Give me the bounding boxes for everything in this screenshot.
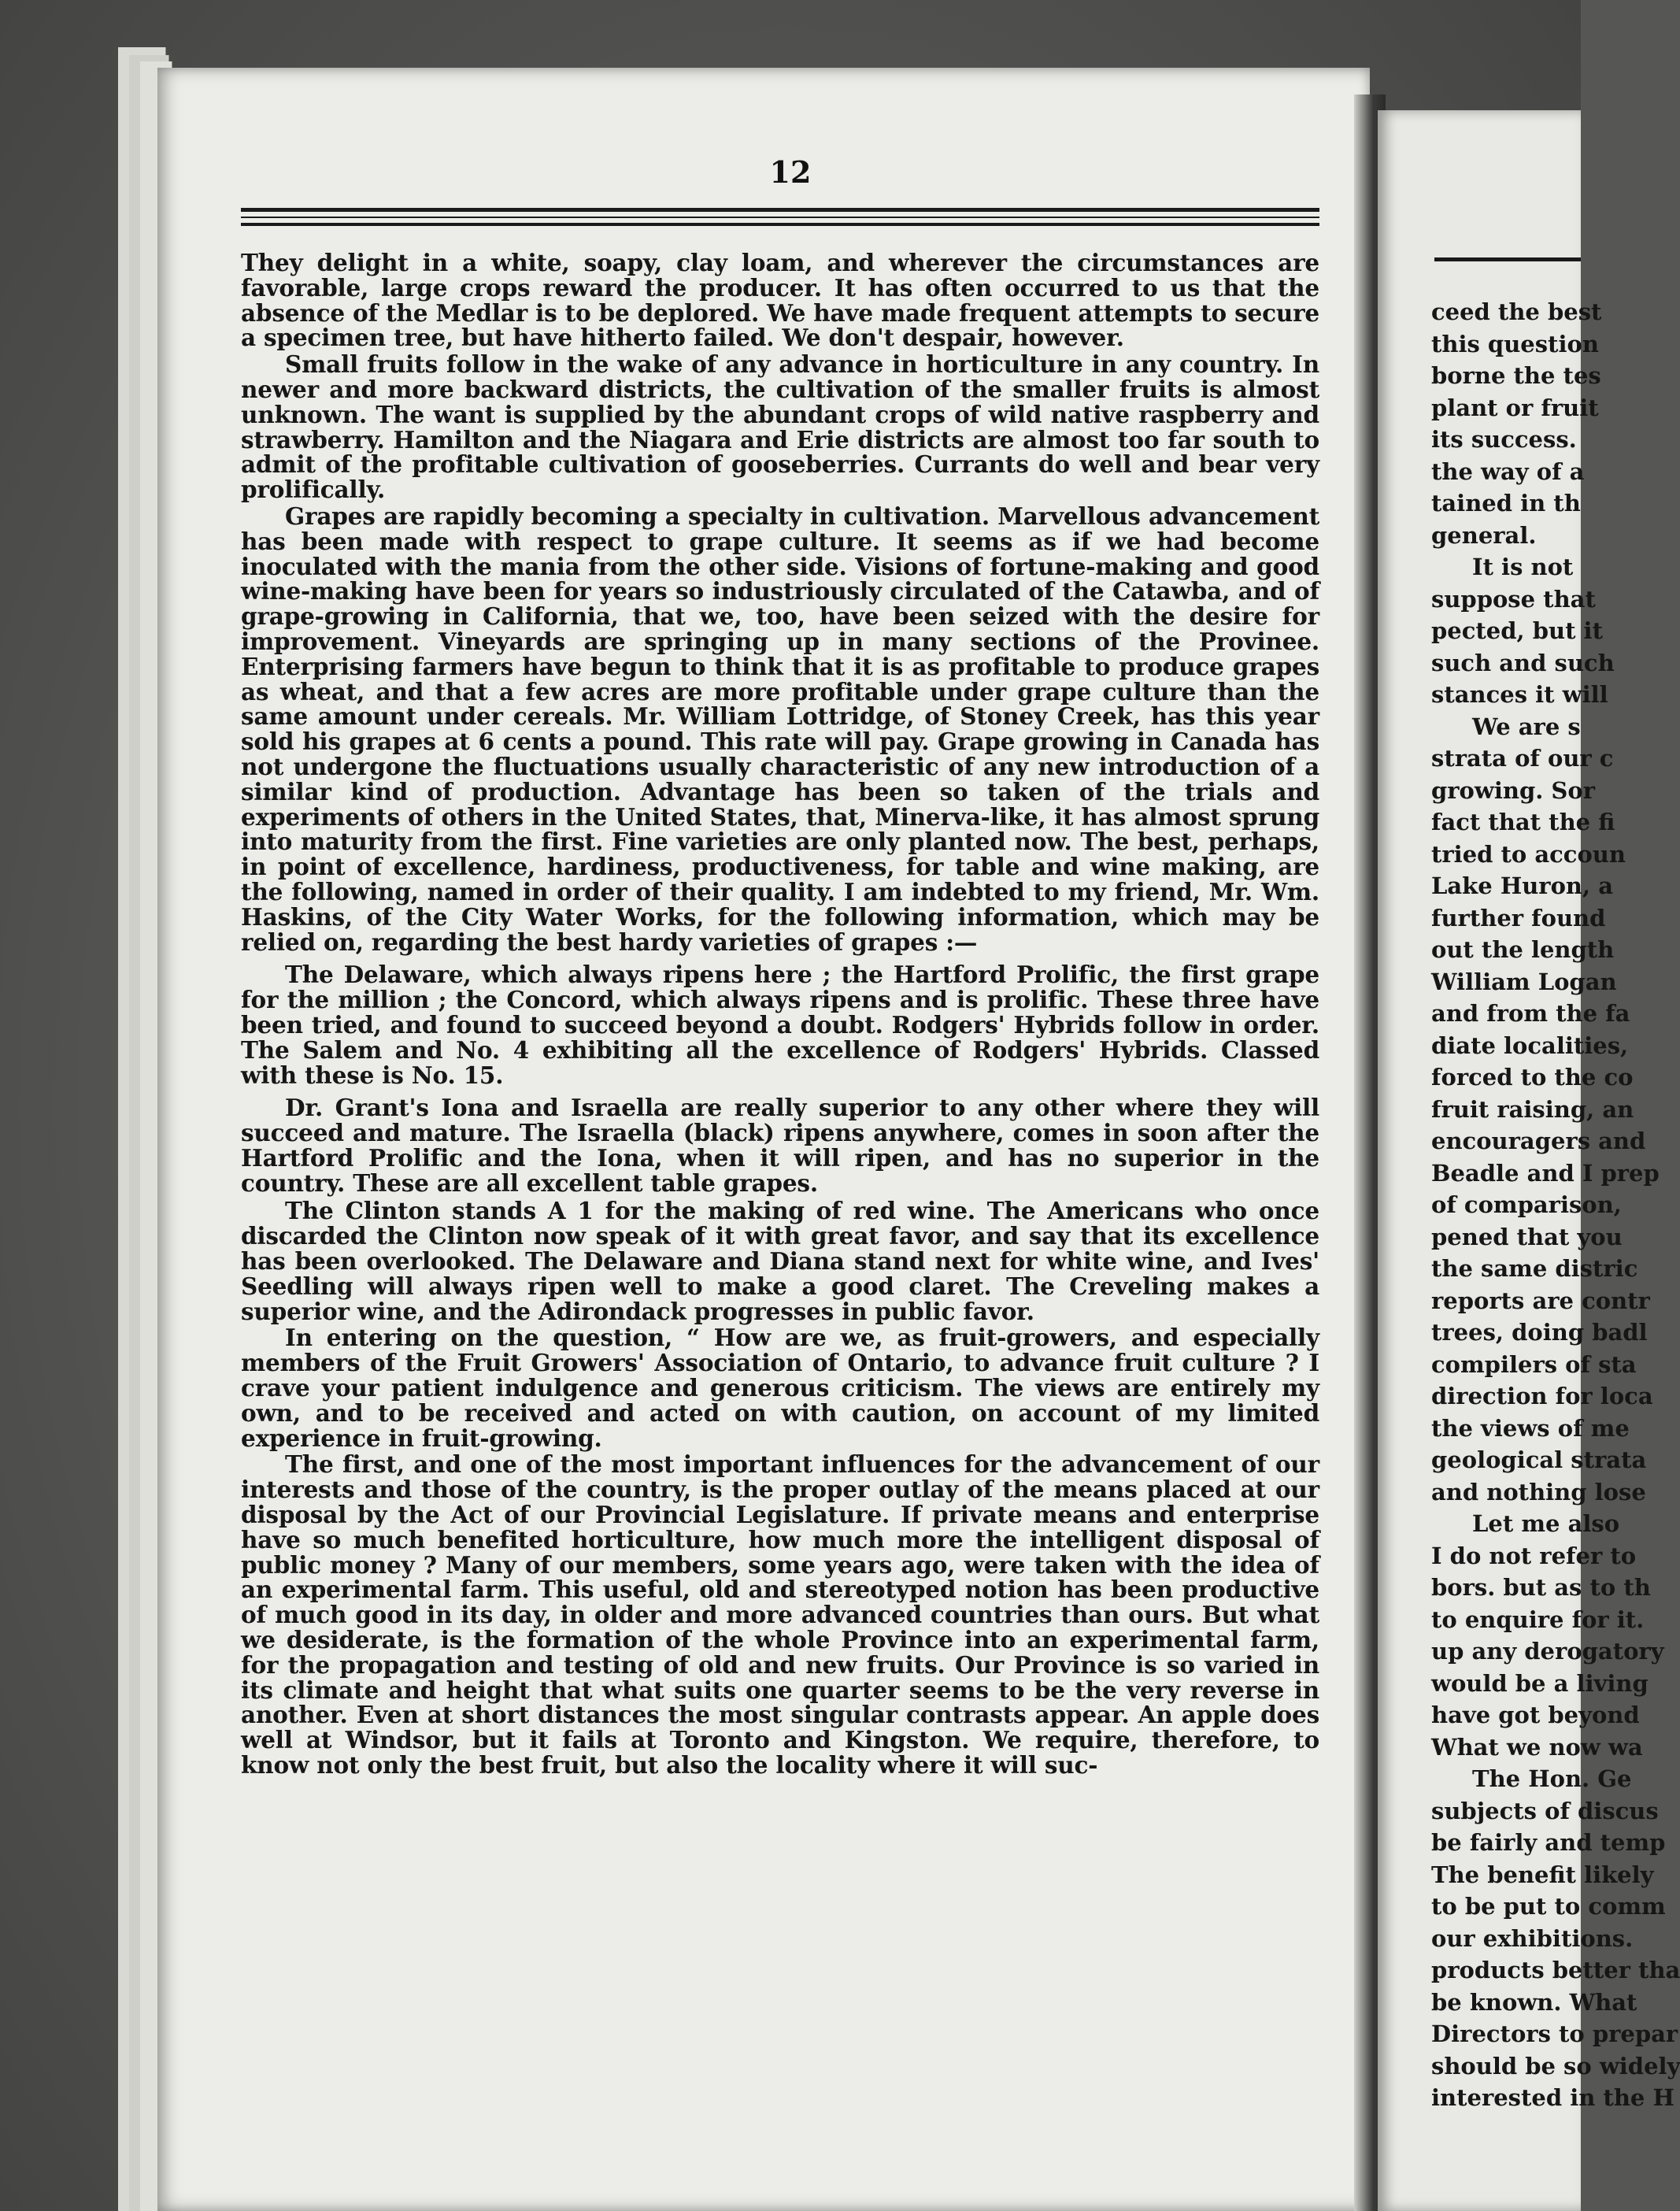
right-page-line: fruit raising, an <box>1431 1095 1634 1123</box>
paragraph: Dr. Grant's Iona and Israella are really superior to any other where they will succeed and mature. The Israella (black) ripens anywhere, comes in soon after the Hartford Prolific and the Iona, when it will ripen, and has no superior in the country. These are all excellent table grapes. <box>241 1094 1319 1197</box>
right-page-line: ceed the best <box>1431 298 1602 325</box>
paragraph: They delight in a white, soapy, clay loam, and wherever the circumstances are favorable, large crops reward the producer. It has often occurred to us that the absence of the Medlar is to be deplored. We have made frequent attempts to secure a specimen tree, but have hitherto failed. We don't despair, however. <box>241 249 1319 352</box>
right-page-line: We are s <box>1472 713 1581 740</box>
right-page-line: The Hon. Ge <box>1472 1765 1632 1792</box>
right-page-line: What we now wa <box>1431 1733 1643 1761</box>
right-page-line: to enquire for it. <box>1431 1605 1645 1633</box>
paragraph: The Clinton stands A 1 for the making of red wine. The Americans who once discarded the Clinton now speak of it with great favor, and say that its excellence has been overlooked. The Delaware and Diana stand next for white wine, and Ives' Seedling will always ripen well to make a good claret. The Creveling makes a superior wine, and the Adirondack progresses in public favor. <box>241 1197 1319 1325</box>
right-page-line: should be so widely <box>1431 2052 1680 2080</box>
right-page-line: strata of our c <box>1431 745 1614 772</box>
paragraph: Small fruits follow in the wake of any advance in horticulture in any country. In newer and more backward districts, the cultivation of the smaller fruits is almost unknown. The want is supplied by the abundant crops of wild native raspberry and strawberry. Hamilton and the Niagara and Erie districts are almost too far south to admit of the profitable cultivation of gooseberries. Currants do well and bear very prolifically. <box>241 350 1319 504</box>
right-page-line: our exhibitions. <box>1431 1924 1634 1952</box>
right-page-line: and from the fa <box>1431 1000 1630 1027</box>
right-page-line: the views of me <box>1431 1414 1630 1442</box>
right-page-line: reports are contr <box>1431 1287 1650 1314</box>
right-page-line: It is not <box>1472 554 1574 580</box>
right-page-line: Lake Huron, a <box>1431 872 1613 899</box>
right-page-line: Beadle and I prep <box>1431 1159 1660 1187</box>
right-page-line: the way of a <box>1431 457 1585 485</box>
right-page-line: suppose that <box>1431 585 1596 613</box>
right-page-line: have got beyond <box>1431 1702 1640 1728</box>
paragraph: Grapes are rapidly becoming a specialty in cultivation. Marvellous advancement has been made with respect to grape culture. It seems as if we had become inoculated with the mania from the other side. Visions of fortune-making and good wine-making have been for years so industriously circulated of the Catawba, and of grape-growing in California, that we, too, have been seized with the desire for improvement. Vineyards are springing up in many sections of the Provinee. Enterprising farmers have begun to think that it is as profitable to produce grapes as wheat, and that a few acres are more profitable under grape culture than the same amount under cereals. Mr. William Lottridge, of Stoney Creek, has this year sold his grapes at 6 cents a pound. This rate will pay. Grape growing in Canada has not undergone the fluctuations usually characteristic of any new introduction of a similar kind of production. Advantage has been so taken of the trials and experiments of others in the United States, that, Minerva-like, it has almost sprung into maturity from the first. Fine varieties are only planted now. The best, perhaps, in point of excellence, hardiness, productiveness, for table and wine making, are the following, named in order of their quality. I am indebted to my friend, Mr. Wm. Haskins, of the City Water Works, for the following information, which may be relied on, regarding the best hardy varieties of grapes :— <box>241 502 1319 956</box>
right-page-rule <box>1434 257 1581 261</box>
right-page-line: would be a living <box>1431 1669 1649 1697</box>
right-page-line: geological strata <box>1431 1446 1647 1473</box>
right-page-line: pened that you <box>1431 1223 1623 1250</box>
right-page-line: plant or fruit <box>1431 394 1599 421</box>
paragraph: The Delaware, which always ripens here ; the Hartford Prolific, the first grape for the million ; the Concord, which always ripens and is prolific. These three have been tried, and found to succeed beyond a doubt. Rodgers' Hybrids follow in order. The Salem and No. 4 exhibiting all the excellence of Rodgers' Hybrids. Classed with these is No. 15. <box>241 961 1319 1089</box>
header-rule-thick <box>241 223 1319 226</box>
right-page-line: general. <box>1431 521 1537 549</box>
right-page-line: of comparison, <box>1431 1191 1622 1218</box>
right-page-line: be known. What <box>1431 1988 1637 2016</box>
right-page-line: be fairly and temp <box>1431 1829 1666 1856</box>
right-page-line: interested in the H <box>1431 2084 1674 2111</box>
right-page-line: its success. <box>1431 426 1577 453</box>
page-number: 12 <box>769 154 812 190</box>
header-rule-thick <box>241 208 1319 212</box>
right-page-line: such and such <box>1431 649 1615 676</box>
right-page-line: stances it will <box>1431 681 1608 708</box>
right-page-line: I do not refer to <box>1431 1542 1637 1569</box>
left-page-text <box>241 250 1319 1780</box>
right-page-line: tried to accoun <box>1431 840 1626 868</box>
right-page-line: tained in th <box>1431 490 1581 517</box>
right-page-line: further found <box>1431 904 1606 931</box>
right-page-line: Directors to prepar <box>1431 2020 1678 2047</box>
right-page-line: forced to the co <box>1431 1064 1634 1091</box>
right-page-line: encouragers and <box>1431 1128 1646 1154</box>
right-page-line: growing. Sor <box>1431 776 1595 804</box>
right-page-text <box>1431 296 1680 2114</box>
paragraph: In entering on the question, “ How are we, as fruit-growers, and especially members of the Fruit Growers' Association of Ontario, to advance fruit culture ? I crave your patient indulgence and generous criticism. The views are entirely my own, and to be received and acted on with caution, on account of my limited experience in fruit-growing. <box>241 1324 1319 1452</box>
right-page-line: The benefit likely <box>1431 1861 1654 1888</box>
right-page-line: the same distric <box>1431 1255 1638 1282</box>
right-page-line: and nothing lose <box>1431 1478 1646 1505</box>
right-page-line: out the length <box>1431 936 1615 963</box>
right-page-line: bors. but as to th <box>1431 1574 1651 1601</box>
right-page-line: subjects of discus <box>1431 1797 1659 1824</box>
right-page-line: compilers of sta <box>1431 1350 1637 1378</box>
header-rule-thin <box>241 217 1319 218</box>
right-page-line: borne the tes <box>1431 362 1601 389</box>
right-page-line: up any derogatory <box>1431 1638 1664 1665</box>
right-page-line: William Logan <box>1431 968 1617 995</box>
right-page-line: fact that the fi <box>1431 809 1615 835</box>
right-page-line: pected, but it <box>1431 617 1603 644</box>
right-page-line: direction for loca <box>1431 1383 1653 1409</box>
right-page-line: to be put to comm <box>1431 1893 1666 1920</box>
right-page-line: Let me also <box>1472 1510 1620 1537</box>
right-page-line: products better tha <box>1431 1957 1680 1983</box>
right-page-line: trees, doing badl <box>1431 1319 1648 1346</box>
right-page-line: this question <box>1431 330 1599 357</box>
paragraph: The first, and one of the most important influences for the advancement of our interests and those of the country, is the proper outlay of the means placed at our disposal by the Act of our Provincial Legislature. If private means and enterprise have so much benefited horticulture, how much more the intelligent disposal of public money ? Many of our members, some years ago, were taken with the idea of an experimental farm. This useful, old and stereotyped notion has been productive of much good in its day, in older and more advanced countries than ours. But what we desiderate, is the formation of the whole Province into an experimental farm, for the propagation and testing of old and new fruits. Our Province is so varied in its climate and height that what suits one quarter seems to be the very reverse in another. Even at short distances the most singular contrasts appear. An apple does well at Windsor, but it fails at Toronto and Kingston. We require, therefore, to know not only the best fruit, but also the locality where it will suc- <box>241 1450 1319 1780</box>
right-page-line: diate localities, <box>1431 1031 1629 1059</box>
